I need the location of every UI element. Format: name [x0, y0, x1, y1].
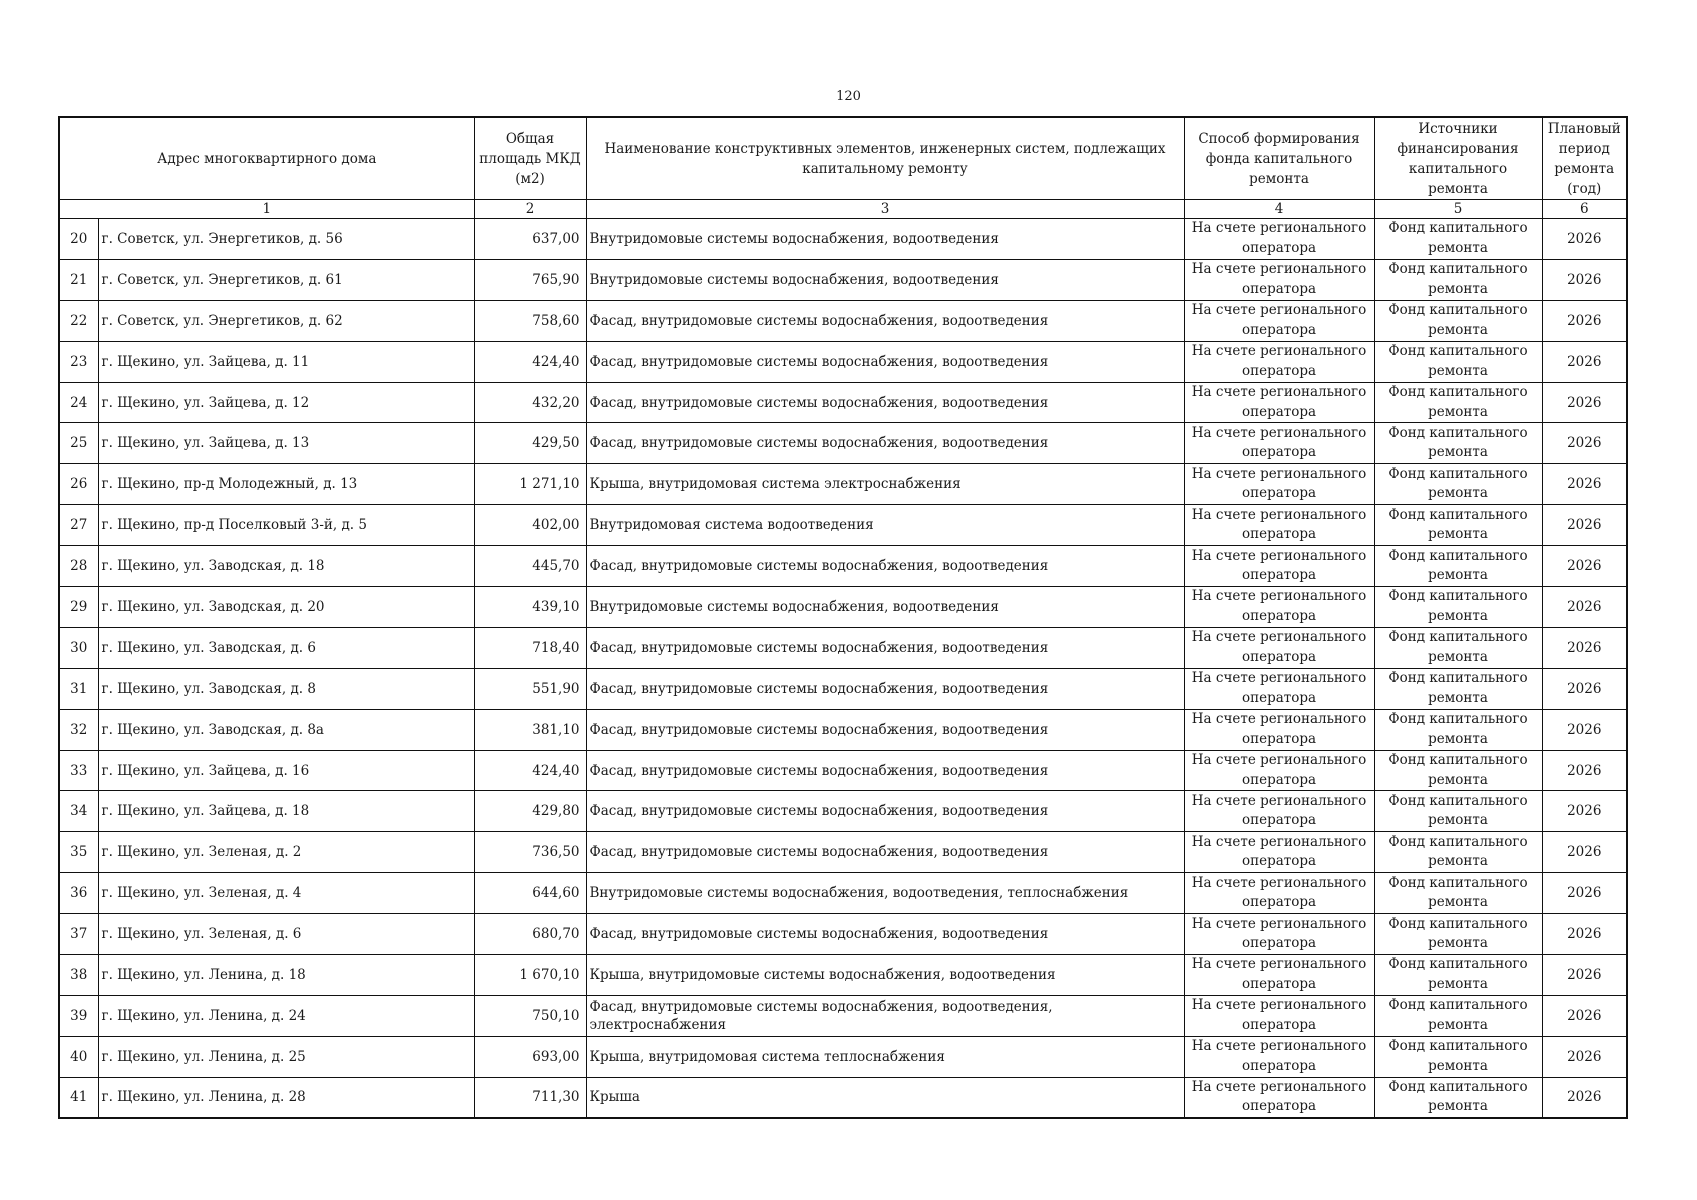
row-number: 22: [59, 300, 98, 341]
year-cell: 2026: [1542, 873, 1627, 914]
row-number: 31: [59, 668, 98, 709]
year-cell: 2026: [1542, 382, 1627, 423]
table-row: [59, 750, 1627, 791]
row-number: 20: [59, 219, 98, 260]
source-cell: [1374, 627, 1542, 668]
method-line: оператора: [1241, 607, 1317, 624]
source-line: ремонта: [1428, 607, 1488, 624]
method-cell: [1184, 1077, 1374, 1118]
source-cell: [1374, 546, 1542, 587]
method-line: оператора: [1241, 1098, 1317, 1115]
elements-cell: Фасад, внутридомовые системы водоснабжения, водоотведения: [586, 750, 1184, 791]
source-cell: [1374, 1036, 1542, 1077]
year-cell: 2026: [1542, 750, 1627, 791]
table-row: [59, 423, 1627, 464]
row-number: 38: [59, 955, 98, 996]
method-line: оператора: [1241, 444, 1317, 461]
method-line: На счете регионального: [1191, 752, 1367, 769]
method-line: На счете регионального: [1191, 424, 1367, 441]
row-number: 26: [59, 464, 98, 505]
source-cell: [1374, 914, 1542, 955]
elements-cell: Внутридомовые системы водоснабжения, водоотведения: [586, 587, 1184, 628]
source-line: Фонд капитального: [1388, 1038, 1528, 1055]
source-cell: [1374, 259, 1542, 300]
source-line: ремонта: [1428, 975, 1488, 992]
source-line: ремонта: [1428, 362, 1488, 379]
method-line: оператора: [1241, 403, 1317, 420]
area-cell: 1 670,10: [474, 955, 586, 996]
address-cell: г. Щекино, пр-д Молодежный, д. 13: [98, 464, 474, 505]
method-cell: [1184, 1036, 1374, 1077]
method-cell: [1184, 750, 1374, 791]
source-line: ремонта: [1428, 1057, 1488, 1074]
area-cell: 439,10: [474, 587, 586, 628]
year-cell: 2026: [1542, 546, 1627, 587]
source-cell: [1374, 750, 1542, 791]
source-line: ремонта: [1428, 280, 1488, 297]
source-line: Фонд капитального: [1388, 956, 1528, 973]
address-cell: г. Советск, ул. Энергетиков, д. 61: [98, 259, 474, 300]
row-number: 25: [59, 423, 98, 464]
address-cell: г. Щекино, ул. Заводская, д. 8а: [98, 709, 474, 750]
column-number: 5: [1374, 200, 1542, 219]
elements-cell: Крыша, внутридомовые системы водоснабжения, водоотведения: [586, 955, 1184, 996]
method-cell: [1184, 423, 1374, 464]
source-line: Фонд капитального: [1388, 670, 1528, 687]
year-cell: 2026: [1542, 259, 1627, 300]
method-line: оператора: [1241, 730, 1317, 747]
elements-cell: Фасад, внутридомовые системы водоснабжения, водоотведения, электроснабжения: [586, 995, 1184, 1036]
source-cell: [1374, 341, 1542, 382]
address-cell: г. Щекино, ул. Ленина, д. 28: [98, 1077, 474, 1118]
elements-cell: Крыша: [586, 1077, 1184, 1118]
method-line: оператора: [1241, 526, 1317, 543]
row-number: 21: [59, 259, 98, 300]
source-line: Фонд капитального: [1388, 384, 1528, 400]
method-line: На счете регионального: [1191, 547, 1367, 564]
year-cell: 2026: [1542, 995, 1627, 1036]
row-number: 30: [59, 627, 98, 668]
method-line: На счете регионального: [1191, 874, 1367, 891]
address-cell: г. Щекино, ул. Зайцева, д. 16: [98, 750, 474, 791]
header-source: Источники финансирования капитального ремонта: [1374, 117, 1542, 200]
address-cell: г. Щекино, ул. Ленина, д. 18: [98, 955, 474, 996]
source-line: Фонд капитального: [1388, 997, 1528, 1014]
source-line: Фонд капитального: [1388, 1078, 1528, 1095]
area-cell: 736,50: [474, 832, 586, 873]
method-line: На счете регионального: [1191, 220, 1367, 237]
row-number: 34: [59, 791, 98, 832]
method-line: оператора: [1241, 771, 1317, 788]
area-cell: 750,10: [474, 995, 586, 1036]
method-line: оператора: [1241, 321, 1317, 338]
table-row: [59, 546, 1627, 587]
year-cell: 2026: [1542, 791, 1627, 832]
source-line: ремонта: [1428, 648, 1488, 665]
table-row: [59, 259, 1627, 300]
source-line: Фонд капитального: [1388, 302, 1528, 319]
method-line: оператора: [1241, 1057, 1317, 1074]
source-line: Фонд капитального: [1388, 465, 1528, 482]
source-line: Фонд капитального: [1388, 220, 1528, 237]
address-cell: г. Щекино, ул. Зеленая, д. 6: [98, 914, 474, 955]
method-cell: [1184, 914, 1374, 955]
method-line: На счете регионального: [1191, 588, 1367, 605]
source-line: ремонта: [1428, 894, 1488, 911]
address-cell: г. Щекино, ул. Заводская, д. 6: [98, 627, 474, 668]
source-line: ремонта: [1428, 444, 1488, 461]
page-number: 120: [836, 89, 861, 104]
method-cell: [1184, 668, 1374, 709]
year-cell: 2026: [1542, 709, 1627, 750]
area-cell: 429,50: [474, 423, 586, 464]
source-line: ремонта: [1428, 526, 1488, 543]
method-line: оператора: [1241, 239, 1317, 256]
elements-cell: Фасад, внутридомовые системы водоснабжения, водоотведения: [586, 832, 1184, 873]
elements-cell: Фасад, внутридомовые системы водоснабжения, водоотведения: [586, 382, 1184, 423]
method-cell: [1184, 955, 1374, 996]
address-cell: г. Щекино, ул. Заводская, д. 18: [98, 546, 474, 587]
method-line: На счете регионального: [1191, 302, 1367, 319]
area-cell: 445,70: [474, 546, 586, 587]
source-cell: [1374, 1077, 1542, 1118]
table-body: [59, 219, 1627, 1119]
elements-cell: Фасад, внутридомовые системы водоснабжения, водоотведения: [586, 709, 1184, 750]
method-line: На счете регионального: [1191, 629, 1367, 646]
method-line: На счете регионального: [1191, 261, 1367, 278]
method-cell: [1184, 995, 1374, 1036]
address-cell: г. Щекино, ул. Ленина, д. 25: [98, 1036, 474, 1077]
address-cell: г. Щекино, ул. Заводская, д. 20: [98, 587, 474, 628]
table-row: [59, 300, 1627, 341]
method-cell: [1184, 873, 1374, 914]
source-cell: [1374, 300, 1542, 341]
method-cell: [1184, 546, 1374, 587]
source-line: Фонд капитального: [1388, 343, 1528, 360]
source-line: ремонта: [1428, 239, 1488, 256]
header-elements: Наименование конструктивных элементов, инженерных систем, подлежащих капитальному ремонту: [586, 117, 1184, 200]
elements-cell: Фасад, внутридомовые системы водоснабжения, водоотведения: [586, 627, 1184, 668]
source-line: ремонта: [1428, 853, 1488, 870]
table-row: [59, 341, 1627, 382]
method-line: На счете регионального: [1191, 670, 1367, 687]
table-row: [59, 1036, 1627, 1077]
header-method: Способ формирования фонда капитального ремонта: [1184, 117, 1374, 200]
method-cell: [1184, 259, 1374, 300]
source-line: ремонта: [1428, 321, 1488, 338]
area-cell: 424,40: [474, 750, 586, 791]
method-line: оператора: [1241, 689, 1317, 706]
address-cell: г. Щекино, ул. Заводская, д. 8: [98, 668, 474, 709]
year-cell: 2026: [1542, 300, 1627, 341]
source-line: Фонд капитального: [1388, 833, 1528, 850]
row-number: 35: [59, 832, 98, 873]
elements-cell: Внутридомовые системы водоснабжения, водоотведения, теплоснабжения: [586, 873, 1184, 914]
table-row: [59, 791, 1627, 832]
area-cell: 429,80: [474, 791, 586, 832]
method-line: На счете регионального: [1191, 956, 1367, 973]
row-number: 36: [59, 873, 98, 914]
column-number: 4: [1184, 200, 1374, 219]
source-cell: [1374, 382, 1542, 423]
area-cell: 1 271,10: [474, 464, 586, 505]
table-row: [59, 219, 1627, 260]
address-cell: г. Щекино, пр-д Поселковый 3-й, д. 5: [98, 505, 474, 546]
row-number: 37: [59, 914, 98, 955]
elements-cell: Фасад, внутридомовые системы водоснабжения, водоотведения: [586, 791, 1184, 832]
year-cell: 2026: [1542, 1077, 1627, 1118]
method-line: оператора: [1241, 485, 1317, 502]
area-cell: 693,00: [474, 1036, 586, 1077]
source-cell: [1374, 791, 1542, 832]
source-line: Фонд капитального: [1388, 588, 1528, 605]
source-line: Фонд капитального: [1388, 261, 1528, 278]
source-line: Фонд капитального: [1388, 874, 1528, 891]
method-line: На счете регионального: [1191, 465, 1367, 482]
address-cell: г. Щекино, ул. Зайцева, д. 18: [98, 791, 474, 832]
elements-cell: Внутридомовая система водоотведения: [586, 505, 1184, 546]
header-area: Общая площадь МКД (м2): [474, 117, 586, 200]
elements-cell: Фасад, внутридомовые системы водоснабжения, водоотведения: [586, 668, 1184, 709]
method-line: На счете регионального: [1191, 384, 1367, 400]
method-line: На счете регионального: [1191, 833, 1367, 850]
source-line: ремонта: [1428, 1016, 1488, 1033]
source-cell: [1374, 464, 1542, 505]
header-period: Плановый период ремонта (год): [1542, 117, 1627, 200]
row-number: 29: [59, 587, 98, 628]
method-line: На счете регионального: [1191, 1038, 1367, 1055]
source-line: ремонта: [1428, 485, 1488, 502]
source-line: ремонта: [1428, 730, 1488, 747]
year-cell: 2026: [1542, 955, 1627, 996]
method-line: оператора: [1241, 853, 1317, 870]
year-cell: 2026: [1542, 1036, 1627, 1077]
year-cell: 2026: [1542, 423, 1627, 464]
source-cell: [1374, 955, 1542, 996]
table-row: [59, 955, 1627, 996]
year-cell: 2026: [1542, 914, 1627, 955]
method-cell: [1184, 382, 1374, 423]
table-row: [59, 668, 1627, 709]
source-line: ремонта: [1428, 567, 1488, 584]
method-line: оператора: [1241, 648, 1317, 665]
source-line: ремонта: [1428, 812, 1488, 829]
area-cell: 765,90: [474, 259, 586, 300]
method-cell: [1184, 219, 1374, 260]
address-cell: г. Щекино, ул. Зеленая, д. 2: [98, 832, 474, 873]
source-cell: [1374, 709, 1542, 750]
elements-cell: Фасад, внутридомовые системы водоснабжения, водоотведения: [586, 914, 1184, 955]
year-cell: 2026: [1542, 505, 1627, 546]
source-line: Фонд капитального: [1388, 752, 1528, 769]
address-cell: г. Советск, ул. Энергетиков, д. 56: [98, 219, 474, 260]
method-line: оператора: [1241, 1016, 1317, 1033]
source-line: ремонта: [1428, 935, 1488, 952]
elements-cell: Фасад, внутридомовые системы водоснабжения, водоотведения: [586, 341, 1184, 382]
source-cell: [1374, 873, 1542, 914]
method-cell: [1184, 341, 1374, 382]
method-line: оператора: [1241, 894, 1317, 911]
area-cell: 551,90: [474, 668, 586, 709]
row-number: 27: [59, 505, 98, 546]
method-cell: [1184, 587, 1374, 628]
method-line: На счете регионального: [1191, 915, 1367, 932]
elements-cell: Фасад, внутридомовые системы водоснабжения, водоотведения: [586, 423, 1184, 464]
row-number: 32: [59, 709, 98, 750]
table-row: [59, 382, 1627, 423]
area-cell: 424,40: [474, 341, 586, 382]
elements-cell: Фасад, внутридомовые системы водоснабжения, водоотведения: [586, 546, 1184, 587]
year-cell: 2026: [1542, 832, 1627, 873]
source-line: ремонта: [1428, 771, 1488, 788]
column-number: 1: [59, 200, 474, 219]
year-cell: 2026: [1542, 587, 1627, 628]
table-row: [59, 1077, 1627, 1118]
source-line: Фонд капитального: [1388, 915, 1528, 932]
method-cell: [1184, 505, 1374, 546]
source-line: ремонта: [1428, 403, 1488, 420]
method-cell: [1184, 627, 1374, 668]
elements-cell: Фасад, внутридомовые системы водоснабжения, водоотведения: [586, 300, 1184, 341]
table-row: [59, 914, 1627, 955]
elements-cell: Внутридомовые системы водоснабжения, водоотведения: [586, 259, 1184, 300]
row-number: 23: [59, 341, 98, 382]
row-number: 40: [59, 1036, 98, 1077]
year-cell: 2026: [1542, 219, 1627, 260]
row-number: 39: [59, 995, 98, 1036]
table-row: [59, 873, 1627, 914]
method-cell: [1184, 832, 1374, 873]
method-line: оператора: [1241, 975, 1317, 992]
header-address: Адрес многоквартирного дома: [59, 117, 474, 200]
source-line: Фонд капитального: [1388, 792, 1528, 809]
method-cell: [1184, 791, 1374, 832]
elements-cell: Крыша, внутридомовая система теплоснабжения: [586, 1036, 1184, 1077]
year-cell: 2026: [1542, 464, 1627, 505]
method-line: На счете регионального: [1191, 792, 1367, 809]
method-cell: [1184, 300, 1374, 341]
address-cell: г. Щекино, ул. Зайцева, д. 12: [98, 382, 474, 423]
address-cell: г. Советск, ул. Энергетиков, д. 62: [98, 300, 474, 341]
area-cell: 711,30: [474, 1077, 586, 1118]
table-row: [59, 627, 1627, 668]
method-line: На счете регионального: [1191, 506, 1367, 523]
source-line: ремонта: [1428, 689, 1488, 706]
elements-cell: Крыша, внутридомовая система электроснабжения: [586, 464, 1184, 505]
method-line: На счете регионального: [1191, 711, 1367, 728]
column-number: 6: [1542, 200, 1627, 219]
source-line: Фонд капитального: [1388, 711, 1528, 728]
row-number: 33: [59, 750, 98, 791]
elements-cell: Внутридомовые системы водоснабжения, водоотведения: [586, 219, 1184, 260]
source-line: Фонд капитального: [1388, 424, 1528, 441]
table-row: [59, 587, 1627, 628]
year-cell: 2026: [1542, 627, 1627, 668]
method-line: оператора: [1241, 362, 1317, 379]
source-line: Фонд капитального: [1388, 629, 1528, 646]
method-line: На счете регионального: [1191, 997, 1367, 1014]
address-cell: г. Щекино, ул. Ленина, д. 24: [98, 995, 474, 1036]
column-number: 2: [474, 200, 586, 219]
source-cell: [1374, 423, 1542, 464]
column-number-row: [59, 200, 1627, 219]
source-cell: [1374, 587, 1542, 628]
method-line: оператора: [1241, 280, 1317, 297]
area-cell: 644,60: [474, 873, 586, 914]
area-cell: 758,60: [474, 300, 586, 341]
table-row: [59, 505, 1627, 546]
column-number: 3: [586, 200, 1184, 219]
area-cell: 718,40: [474, 627, 586, 668]
source-cell: [1374, 668, 1542, 709]
address-cell: г. Щекино, ул. Зеленая, д. 4: [98, 873, 474, 914]
area-cell: 680,70: [474, 914, 586, 955]
table-row: [59, 995, 1627, 1036]
area-cell: 432,20: [474, 382, 586, 423]
table-row: [59, 832, 1627, 873]
address-cell: г. Щекино, ул. Зайцева, д. 13: [98, 423, 474, 464]
area-cell: 402,00: [474, 505, 586, 546]
table-row: [59, 709, 1627, 750]
table-header-row: [59, 117, 1627, 200]
method-cell: [1184, 464, 1374, 505]
row-number: 28: [59, 546, 98, 587]
source-cell: [1374, 505, 1542, 546]
area-cell: 381,10: [474, 709, 586, 750]
source-line: Фонд капитального: [1388, 547, 1528, 564]
method-line: оператора: [1241, 567, 1317, 584]
method-line: оператора: [1241, 812, 1317, 829]
method-cell: [1184, 709, 1374, 750]
source-cell: [1374, 219, 1542, 260]
source-cell: [1374, 832, 1542, 873]
year-cell: 2026: [1542, 668, 1627, 709]
source-line: Фонд капитального: [1388, 506, 1528, 523]
method-line: На счете регионального: [1191, 1078, 1367, 1095]
method-line: оператора: [1241, 935, 1317, 952]
method-line: На счете регионального: [1191, 343, 1367, 360]
row-number: 24: [59, 382, 98, 423]
table-row: [59, 464, 1627, 505]
row-number: 41: [59, 1077, 98, 1118]
repair-plan-table: [58, 116, 1628, 1119]
area-cell: 637,00: [474, 219, 586, 260]
year-cell: 2026: [1542, 341, 1627, 382]
address-cell: г. Щекино, ул. Зайцева, д. 11: [98, 341, 474, 382]
source-line: ремонта: [1428, 1098, 1488, 1115]
source-cell: [1374, 995, 1542, 1036]
